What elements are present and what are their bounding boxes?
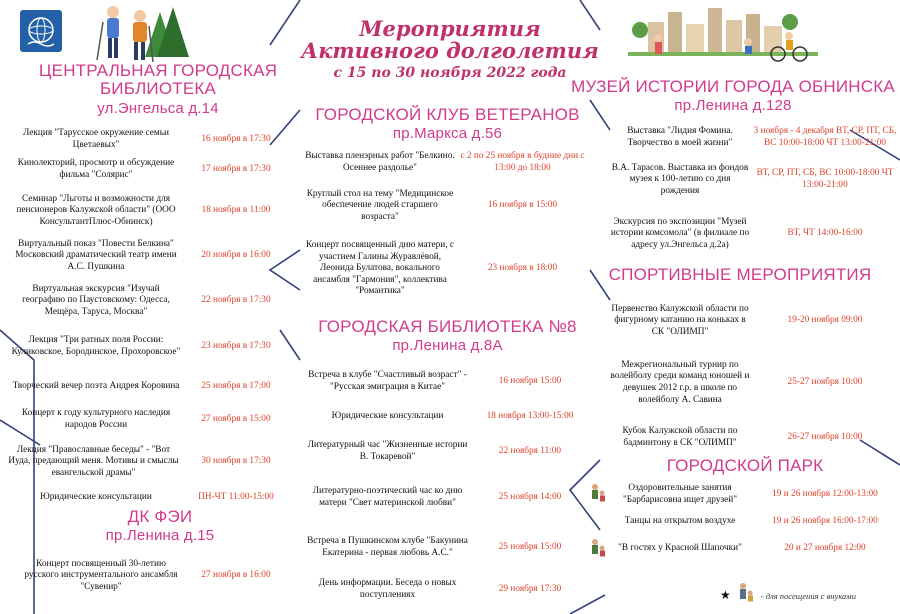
- event-description: День информации. Беседа о новых поступлениях: [318, 578, 457, 600]
- city-logo: [20, 10, 62, 52]
- event-row: [10, 281, 290, 321]
- event-date: ПН-ЧТ 11:00-15:00: [198, 492, 274, 503]
- event-date: 19 и 26 ноября 16:00-17:00: [772, 516, 878, 527]
- section-name: ГОРОДСКАЯ БИБЛИОТЕКА №8: [318, 317, 577, 336]
- event-date: 29 ноября 17:30: [498, 584, 562, 595]
- legend-text: - для посещения с внуками: [760, 590, 856, 601]
- event-date: 16 ноября 15:00: [498, 376, 562, 387]
- event-date: 20 ноября в 16:00: [201, 250, 271, 261]
- title-period: с 15 по 30 ноября 2022 года: [333, 65, 567, 82]
- event-row: [20, 552, 290, 600]
- event-description: Круглый стол на тему "Медицинское обеспечение людей старшего возраста": [306, 188, 454, 222]
- section-name: МУЗЕЙ ИСТОРИИ ГОРОДА ОБНИНСКА: [571, 77, 895, 96]
- section-central-library-header: [18, 62, 298, 116]
- event-row: [305, 409, 590, 425]
- event-date: 25 ноября в 17:00: [201, 381, 271, 392]
- event-row: [10, 157, 290, 183]
- event-description: Экскурсия по экспозиции "Музей истории комсомола" (в филиале по адресу ул.Энгельса д.2а): [610, 216, 750, 250]
- event-row: [305, 528, 590, 568]
- event-row: [610, 514, 900, 530]
- section-library-8-header: [305, 318, 590, 354]
- event-description: Юридические консультации: [40, 492, 152, 503]
- event-description: Лекция "Три ратных поля России: Куликовское, Бородинское, Прохоровское": [11, 335, 181, 357]
- event-date: 27 ноября в 16:00: [201, 570, 271, 581]
- event-description: Танцы на открытом воздухе: [624, 516, 736, 527]
- event-row: [610, 296, 900, 346]
- event-description: Кинолекторий, просмотр и обсуждение фильма "Солярис": [17, 158, 175, 180]
- event-description: Литературный час "Жизненные истории В. Токаревой": [307, 440, 468, 462]
- section-address: ул.Энгельса д.14: [97, 99, 219, 117]
- event-description: Виртуальный показ "Повести Белкина" Московский драматический театр имени А.С. Пушкина: [15, 238, 177, 272]
- event-date: 22 ноября в 17:30: [201, 295, 271, 306]
- section-address: пр.Ленина д.8А: [392, 336, 503, 354]
- title-line-2: Активного долголетия: [301, 38, 599, 64]
- event-row: [10, 490, 290, 506]
- event-description: Встреча в клубе "Счастливый возраст" - "Русская эмиграция в Китае": [308, 370, 467, 392]
- event-date: 25 ноября 15:00: [498, 542, 562, 553]
- section-name: СПОРТИВНЫЕ МЕРОПРИЯТИЯ: [608, 265, 872, 284]
- event-row: [10, 127, 290, 153]
- event-description: Встреча в Пушкинском клубе "Бакунина Екатерина - первая любовь А.С.": [307, 536, 468, 558]
- section-dk-fei-header: [40, 508, 280, 544]
- event-row: [305, 432, 590, 472]
- event-row: [610, 482, 900, 508]
- event-description: Кубок Калужской области по бадминтону в СК "ОЛИМП": [622, 426, 738, 448]
- grandparent-with-child-icon: [590, 483, 606, 505]
- event-date: ВТ, ЧТ 14:00-16:00: [787, 228, 863, 239]
- event-row: [610, 352, 900, 414]
- title-line-1: Мероприятия: [359, 16, 541, 41]
- section-sports-header: [600, 266, 880, 284]
- event-description: Оздоровительные занятия "Барбарисовна ищет друзей": [622, 483, 738, 505]
- event-date: 23 ноября в 18:00: [487, 263, 558, 274]
- event-description: Межрегиональный турнир по волейболу среди команд юношей и девушек 2012 г.р. в школе по волейболу А. Савина: [610, 359, 750, 405]
- event-description: Виртуальная экскурсия "Изучай географию по Паустовскому: Одесса, Мещёра, Таруса, Москва": [22, 283, 170, 317]
- event-description: Литературно-поэтический час ко дню матери "Свет материнской любви": [312, 486, 463, 508]
- event-row: [305, 186, 590, 226]
- event-row: [10, 191, 290, 231]
- event-row: [610, 424, 900, 452]
- event-row: [610, 160, 900, 200]
- event-row: [305, 362, 590, 402]
- section-veterans-club-header: [305, 106, 590, 142]
- event-date: 19 и 26 ноября 12:00-13:00: [772, 489, 878, 500]
- event-date: 18 ноября 13:00-15:00: [486, 411, 574, 422]
- event-date: 20 и 27 ноября 12:00: [784, 543, 866, 554]
- section-name: ЦЕНТРАЛЬНАЯ ГОРОДСКАЯ БИБЛИОТЕКА: [38, 61, 278, 98]
- event-date: 22 ноября 11:00: [498, 446, 562, 457]
- event-row: [610, 536, 900, 562]
- event-description: "В гостях у Красной Шапочки": [618, 543, 742, 554]
- section-address: пр.Маркса д.56: [392, 124, 503, 142]
- event-date: 25-27 ноября 10:00: [787, 377, 863, 388]
- event-description: Первенство Калужской области по фигурному катанию на коньках в СК "ОЛИМП": [611, 303, 749, 337]
- event-row: [305, 235, 590, 303]
- event-date: 30 ноября в 17:30: [201, 456, 271, 467]
- event-date: 16 ноября в 15:00: [487, 200, 558, 211]
- event-date: 3 ноября - 4 декабря ВТ, СР, ПТ, СБ, ВС 10:00-18:00 ЧТ 13:00-21:00: [753, 126, 897, 148]
- event-row: [305, 576, 590, 604]
- event-description: Творческий вечер поэта Андрея Коровина: [12, 381, 180, 392]
- event-description: Лекция "Тарусское окружение семьи Цветаевых": [23, 128, 169, 150]
- event-description: Концерт посвященный дню матери, с участием Галины Журавлёвой, Леонида Булатова, вокального ансамбля "Гармония", коллектива "Романтика": [306, 239, 454, 297]
- event-date: 16 ноября в 17:30: [201, 134, 271, 145]
- event-description: Выставка "Лидия Фомина. Творчество в моей жизни": [627, 126, 733, 148]
- grandparent-with-child-icon: [737, 582, 755, 609]
- event-row: [10, 407, 290, 433]
- event-row: [610, 208, 900, 260]
- event-date: 23 ноября в 17:30: [201, 341, 271, 352]
- event-row: [5, 442, 290, 482]
- grandparent-with-child-icon: [590, 538, 606, 560]
- section-museum-header: [568, 78, 898, 114]
- section-name: ГОРОДСКОЙ КЛУБ ВЕТЕРАНОВ: [315, 105, 580, 124]
- event-description: Семинар "Льготы и возможности для пенсионеров Калужской области" (ООО КонсультантПлюс-Обнинск): [16, 193, 176, 227]
- section-name: ДК ФЭИ: [127, 507, 193, 526]
- event-row: [10, 327, 290, 367]
- section-address: пр.Ленина д.128: [674, 96, 792, 114]
- event-row: [305, 478, 590, 518]
- event-description: Концерт посвященный 30-летию русского инструментального ансамбля "Сувенир": [24, 558, 178, 592]
- event-row: [610, 120, 900, 156]
- event-row: [10, 236, 290, 276]
- event-date: 17 ноября в 17:30: [201, 164, 271, 175]
- event-date: 19-20 ноября 09:00: [787, 315, 863, 326]
- event-date: 26-27 ноября 10:00: [787, 432, 863, 443]
- event-description: Концерт к году культурного наследия народов России: [21, 408, 171, 430]
- event-description: Юридические консультации: [331, 411, 444, 422]
- event-date: ВТ, СР, ПТ, СБ, ВС 10:00-18:00 ЧТ 13:00-21:00: [756, 168, 894, 190]
- section-park-header: [630, 457, 860, 475]
- event-date: 25 ноября 14:00: [498, 492, 562, 503]
- event-date: 18 ноября в 11:00: [201, 205, 271, 216]
- poster-title: [300, 18, 600, 81]
- city-sports-illustration: [628, 2, 818, 64]
- event-row: [10, 374, 290, 400]
- event-date: 27 ноября в 15:00: [201, 414, 271, 425]
- section-address: пр.Ленина д.15: [105, 526, 215, 544]
- event-date: с 2 по 25 ноября в будние дни с 13:00 до 18:00: [460, 151, 585, 173]
- legend: [720, 582, 856, 609]
- event-description: Выставка пленэрных работ "Белкино. Осеннее раздолье": [305, 151, 455, 173]
- event-description: Лекция "Православные беседы" - "Вот Иуда, предающий меня. Мотивы и смыслы евангельской драмы": [8, 444, 179, 478]
- section-name: ГОРОДСКОЙ ПАРК: [666, 456, 824, 475]
- event-description: В.А. Тарасов. Выставка из фондов музея к 100-летию со дня рождения: [611, 162, 749, 196]
- seniors-hiking-illustration: [85, 2, 195, 64]
- star-icon: ★: [720, 588, 731, 602]
- event-row: [305, 150, 590, 176]
